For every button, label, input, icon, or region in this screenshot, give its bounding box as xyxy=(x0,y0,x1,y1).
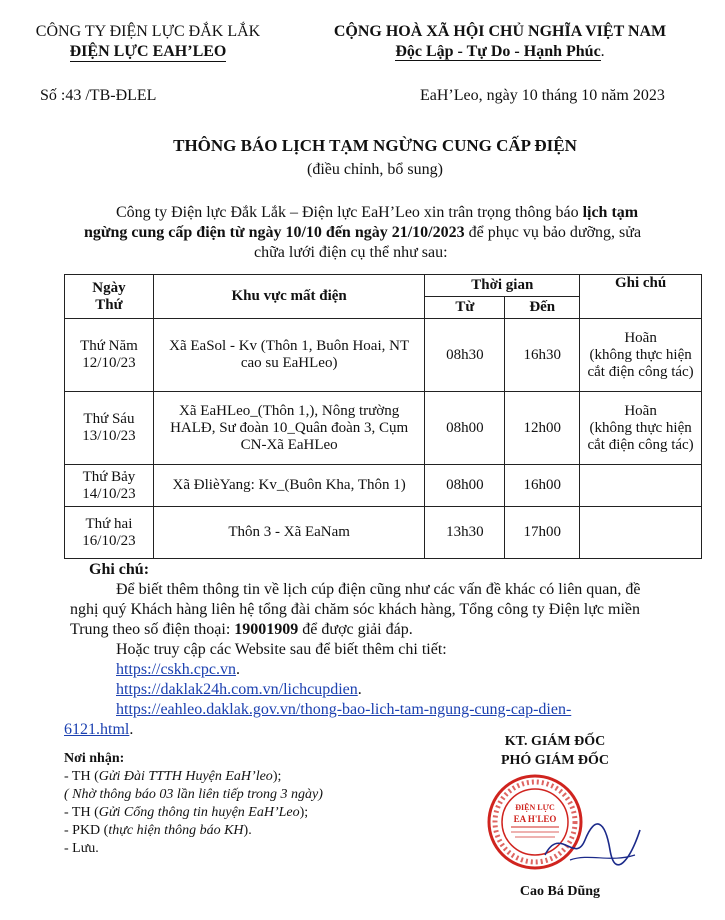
table-row: Thứ Sáu 13/10/23 Xã EaHLeo_(Thôn 1,), Nông trường HALĐ, Sư đoàn 10_Quân đoàn 3, Cụm CN-Xã EaHLeo 08h00 12h00 Hoãn (không thực hiện cắt điện công tác) xyxy=(65,392,702,465)
branch-name: ĐIỆN LỰC EAH’LEO xyxy=(69,43,227,60)
phone-number: 19001909 xyxy=(234,621,299,638)
motto: Độc Lập - Tự Do - Hạnh Phúc. xyxy=(395,43,605,60)
page-title: THÔNG BÁO LỊCH TẠM NGỪNG CUNG CẤP ĐIỆN xyxy=(173,136,577,155)
signer-name: Cao Bá Dũng xyxy=(519,884,601,899)
table-row: Thứ hai 16/10/23 Thôn 3 - Xã EaNam 13h30 17h00 xyxy=(65,507,702,559)
republic-header xyxy=(300,22,700,62)
header-from: Từ xyxy=(425,297,505,319)
table-row: Thứ Bảy 14/10/23 Xã ĐlièYang: Kv_(Buôn Kha, Thôn 1) 08h00 16h00 xyxy=(65,465,702,507)
link-daklak24h[interactable]: https://daklak24h.com.vn/lichcupdien xyxy=(116,681,358,698)
intro-paragraph: Công ty Điện lực Đắk Lắk – Điện lực EaH’Leo xin trân trọng thông báo lịch tạm ngừng cung cấp điện từ ngày 10/10 đến ngày 21/10/2023 để phục vụ bảo dưỡng, sửa chữa lưới điện cụ thể như sau: xyxy=(84,204,642,261)
place-date: EaH’Leo, ngày 10 tháng 10 năm 2023 xyxy=(420,87,665,104)
signature-title: KT. GIÁM ĐỐC PHÓ GIÁM ĐỐC xyxy=(500,734,610,768)
svg-text:EA H'LEO: EA H'LEO xyxy=(513,814,557,824)
subtitle: (điều chỉnh, bổ sung) xyxy=(307,161,443,178)
notes-label: Ghi chú: xyxy=(89,561,150,578)
header-time: Thời gian xyxy=(425,275,580,297)
header-to: Đến xyxy=(505,297,580,319)
link-cskh[interactable]: https://cskh.cpc.vn xyxy=(116,661,236,678)
header-day: Ngày Thứ xyxy=(65,275,154,319)
table-row: Thứ Năm 12/10/23 Xã EaSol - Kv (Thôn 1, Buôn Hoai, NT cao su EaHLeo) 08h30 16h30 Hoãn (không thực hiện cắt điện công tác) xyxy=(65,319,702,392)
notes-section: Ghi chú: Để biết thêm thông tin về lịch cúp điện cũng như các vấn đề khác có liên quan, đề nghị quý Khách hàng liên hệ tổng đài chăm sóc khách hàng, Tổng công ty Điện lực miền Trung theo số điện thoại: 19001909 để được giải đáp. Hoặc truy cập các Website sau để biết thêm chi tiết: https://cskh.cpc.vn. https://daklak24h.com.vn/lichcupdien. https://eahleo.daklak.gov.vn/thong-bao-lich-tam-ngung-cung-cap-dien- 6121.html. xyxy=(64,560,704,740)
svg-text:ĐIỆN LỰC: ĐIỆN LỰC xyxy=(515,803,555,812)
header-area: Khu vực mất điện xyxy=(153,275,424,319)
link-eahleo-cont[interactable]: 6121.html xyxy=(64,721,130,738)
link-eahleo[interactable]: https://eahleo.daklak.gov.vn/thong-bao-lich-tam-ngung-cung-cap-dien- xyxy=(116,701,572,718)
recipients: Nơi nhận: - TH (Gửi Đài TTTH Huyện EaH’leo); ( Nhờ thông báo 03 lần liên tiếp trong 3 ngày) - TH (Gửi Cổng thông tin huyện EaH’Leo); - PKD (thực hiện thông báo KH). - Lưu. xyxy=(64,751,323,856)
signature-icon xyxy=(540,815,650,875)
document-number: Số :43 /TB-ĐLEL xyxy=(40,87,157,104)
outage-schedule-table xyxy=(64,274,702,559)
company-header xyxy=(18,22,278,62)
header-note: Ghi chú xyxy=(580,275,702,319)
republic-name: CỘNG HOÀ XÃ HỘI CHỦ NGHĨA VIỆT NAM xyxy=(333,23,667,40)
company-name: CÔNG TY ĐIỆN LỰC ĐẮK LẮK xyxy=(35,23,261,40)
